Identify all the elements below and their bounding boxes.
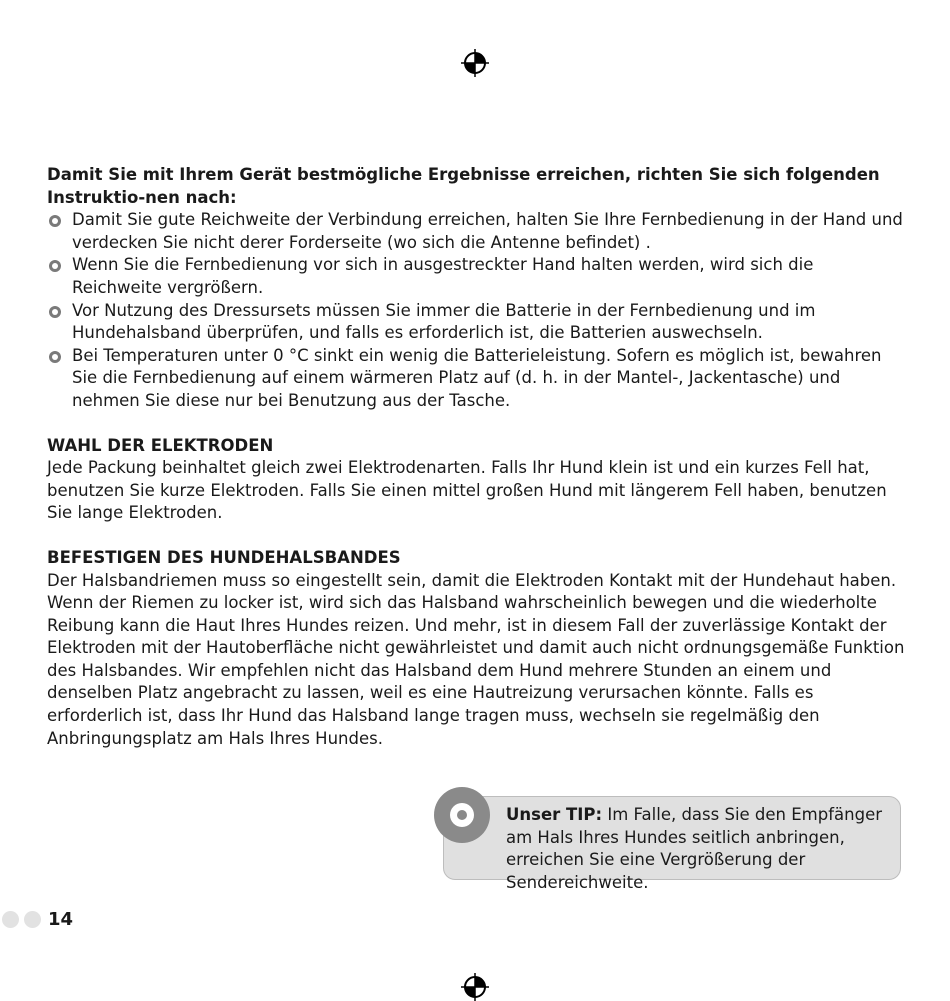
instruction-list	[47, 209, 907, 412]
list-item-text: Wenn Sie die Fernbedienung vor sich in ausgestreckter Hand halten werden, wird sich die Reichweite vergrößern.	[72, 255, 814, 297]
registration-mark-icon	[461, 49, 489, 77]
tip-body: Im Falle, dass Sie den Empfänger am Hals Ihres Hundes seitlich anbringen, erreichen Sie eine Vergrößerung der Sendereichweite.	[506, 805, 883, 892]
section-title: BEFESTIGEN DES HUNDEHALSBANDES	[47, 547, 401, 567]
footer-dot-icon	[24, 911, 41, 928]
tip-label: Unser TIP:	[506, 805, 603, 824]
list-item-text: Vor Nutzung des Dressursets müssen Sie immer die Batterie in der Fernbedienung und im Hundehalsband überprüfen, und falls es erforderlich ist, die Batterien auswechseln.	[72, 300, 816, 343]
tip-text	[506, 804, 896, 894]
section-title: WAHL DER ELEKTRODEN	[47, 435, 274, 455]
section-collar	[47, 547, 907, 750]
bullet-circle-icon	[49, 260, 61, 272]
registration-mark-icon	[461, 973, 489, 1001]
page-number: 14	[48, 909, 74, 930]
section-electrodes	[47, 435, 907, 525]
intro-heading: Damit Sie mit Ihrem Gerät bestmögliche Ergebnisse erreichen, richten Sie sich folgenden Instruktio-nen nach:	[47, 165, 880, 207]
list-item	[47, 300, 907, 345]
list-item-text: Damit Sie gute Reichweite der Verbindung erreichen, halten Sie Ihre Fernbedienung in der Hand und verdecken Sie nicht derer Forderseite (wo sich die Antenne befindet) .	[72, 210, 903, 252]
list-item-text: Bei Temperaturen unter 0 °C sinkt ein wenig die Batterieleistung. Sofern es möglich ist, bewahren Sie die Fernbedienung auf einem wärmeren Platz auf (d. h. in der Mantel-, Jackentasche) und nehmen Sie diese nur bei Benutzung aus der Tasche.	[72, 345, 882, 410]
tip-bullseye-icon	[434, 787, 490, 843]
list-item	[47, 254, 907, 299]
list-item	[47, 345, 907, 413]
bullet-circle-icon	[49, 215, 61, 227]
footer-dot-icon	[2, 911, 19, 928]
section-body: Jede Packung beinhaltet gleich zwei Elektrodenarten. Falls Ihr Hund klein ist und ein kurzes Fell hat, benutzen Sie kurze Elektroden. Falls Sie einen mittel großen Hund mit längerem Fell haben, benutzen Sie lange Elektroden.	[47, 458, 887, 523]
main-content	[47, 164, 907, 750]
list-item	[47, 209, 907, 254]
section-body: Der Halsbandriemen muss so eingestellt sein, damit die Elektroden Kontakt mit der Hundehaut haben. Wenn der Riemen zu locker ist, wird sich das Halsband wahrscheinlich bewegen und die wiederholte Reibung kann die Haut Ihres Hundes reizen. Und mehr, ist in diesem Fall der zuverlässige Kontakt der Elektroden mit der Hautoberfläche nicht gewährleistet und damit auch nicht ordnungsgemäße Funktion des Halsbandes. Wir empfehlen nicht das Halsband dem Hund mehrere Stunden an einem und denselben Platz angebracht zu lassen, weil es eine Hautreizung verursachen könnte. Falls es erforderlich ist, dass Ihr Hund das Halsband lange tragen muss, wechseln sie regelmäßig den Anbringungsplatz am Hals Ihres Hundes.	[47, 570, 905, 748]
bullet-circle-icon	[49, 306, 61, 318]
bullet-circle-icon	[49, 351, 61, 363]
